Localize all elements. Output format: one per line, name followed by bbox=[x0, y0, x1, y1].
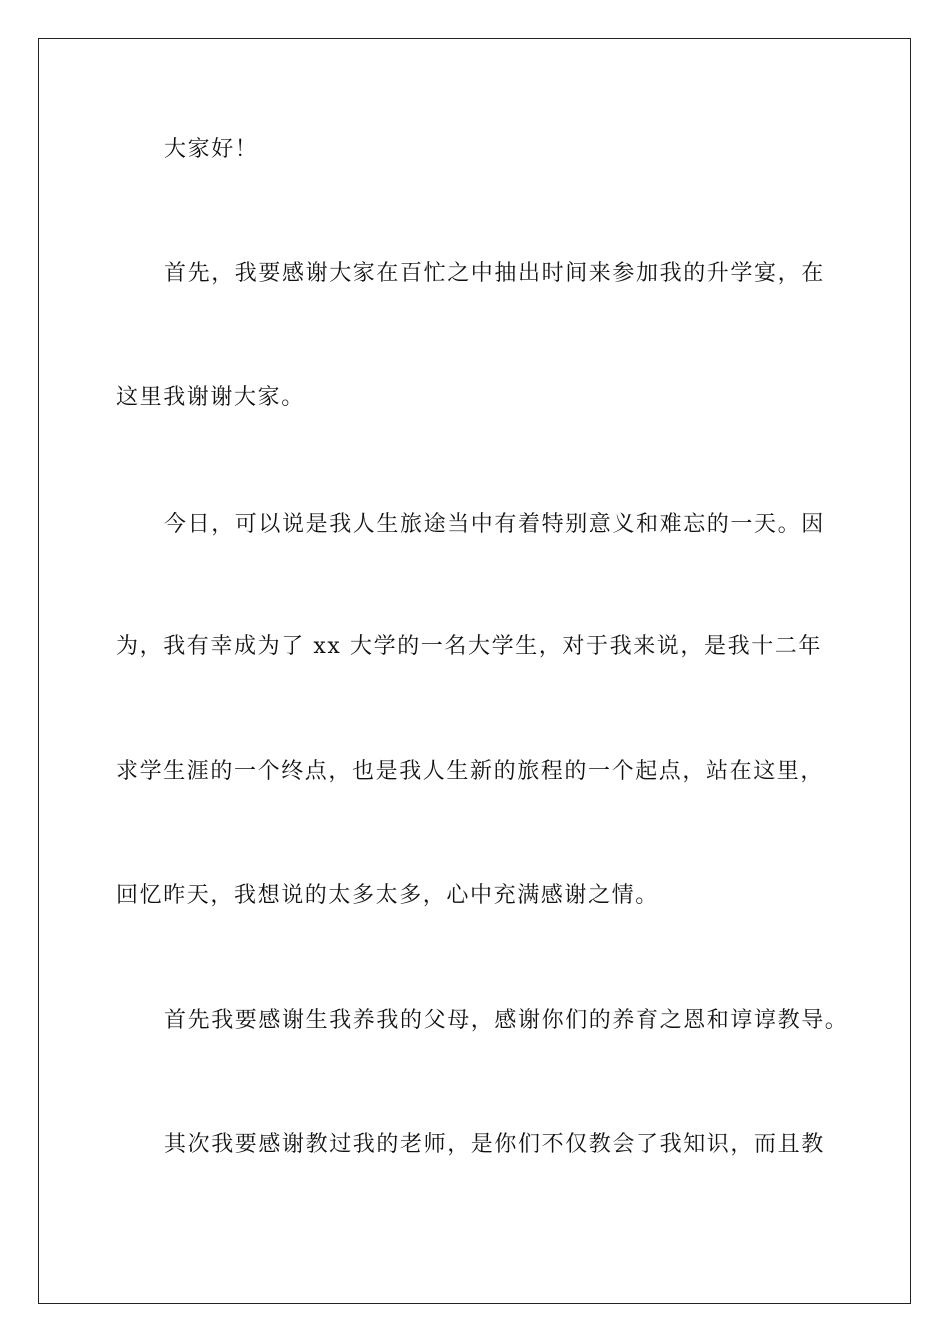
paragraph-1-line-1: 首先，我要感谢大家在百忙之中抽出时间来参加我的升学宴，在 bbox=[164, 261, 825, 286]
paragraph-2-line-4: 回忆昨天，我想说的太多太多，心中充满感谢之情。 bbox=[116, 883, 659, 908]
greeting-line: 大家好！ bbox=[164, 137, 259, 162]
paragraph-2-line-1: 今日，可以说是我人生旅途当中有着特别意义和难忘的一天。因 bbox=[164, 512, 825, 537]
paragraph-2-line-3: 求学生涯的一个终点，也是我人生新的旅程的一个起点，站在这里， bbox=[116, 759, 825, 784]
page-border bbox=[38, 38, 911, 1304]
paragraph-2-line-2: 为，我有幸成为了 xx 大学的一名大学生，对于我来说，是我十二年 bbox=[116, 634, 823, 659]
paragraph-1-line-2: 这里我谢谢大家。 bbox=[116, 385, 305, 410]
paragraph-3-line-1: 首先我要感谢生我养我的父母，感谢你们的养育之恩和谆谆教导。 bbox=[164, 1008, 849, 1033]
paragraph-4-line-1: 其次我要感谢教过我的老师，是你们不仅教会了我知识，而且教 bbox=[164, 1132, 825, 1157]
